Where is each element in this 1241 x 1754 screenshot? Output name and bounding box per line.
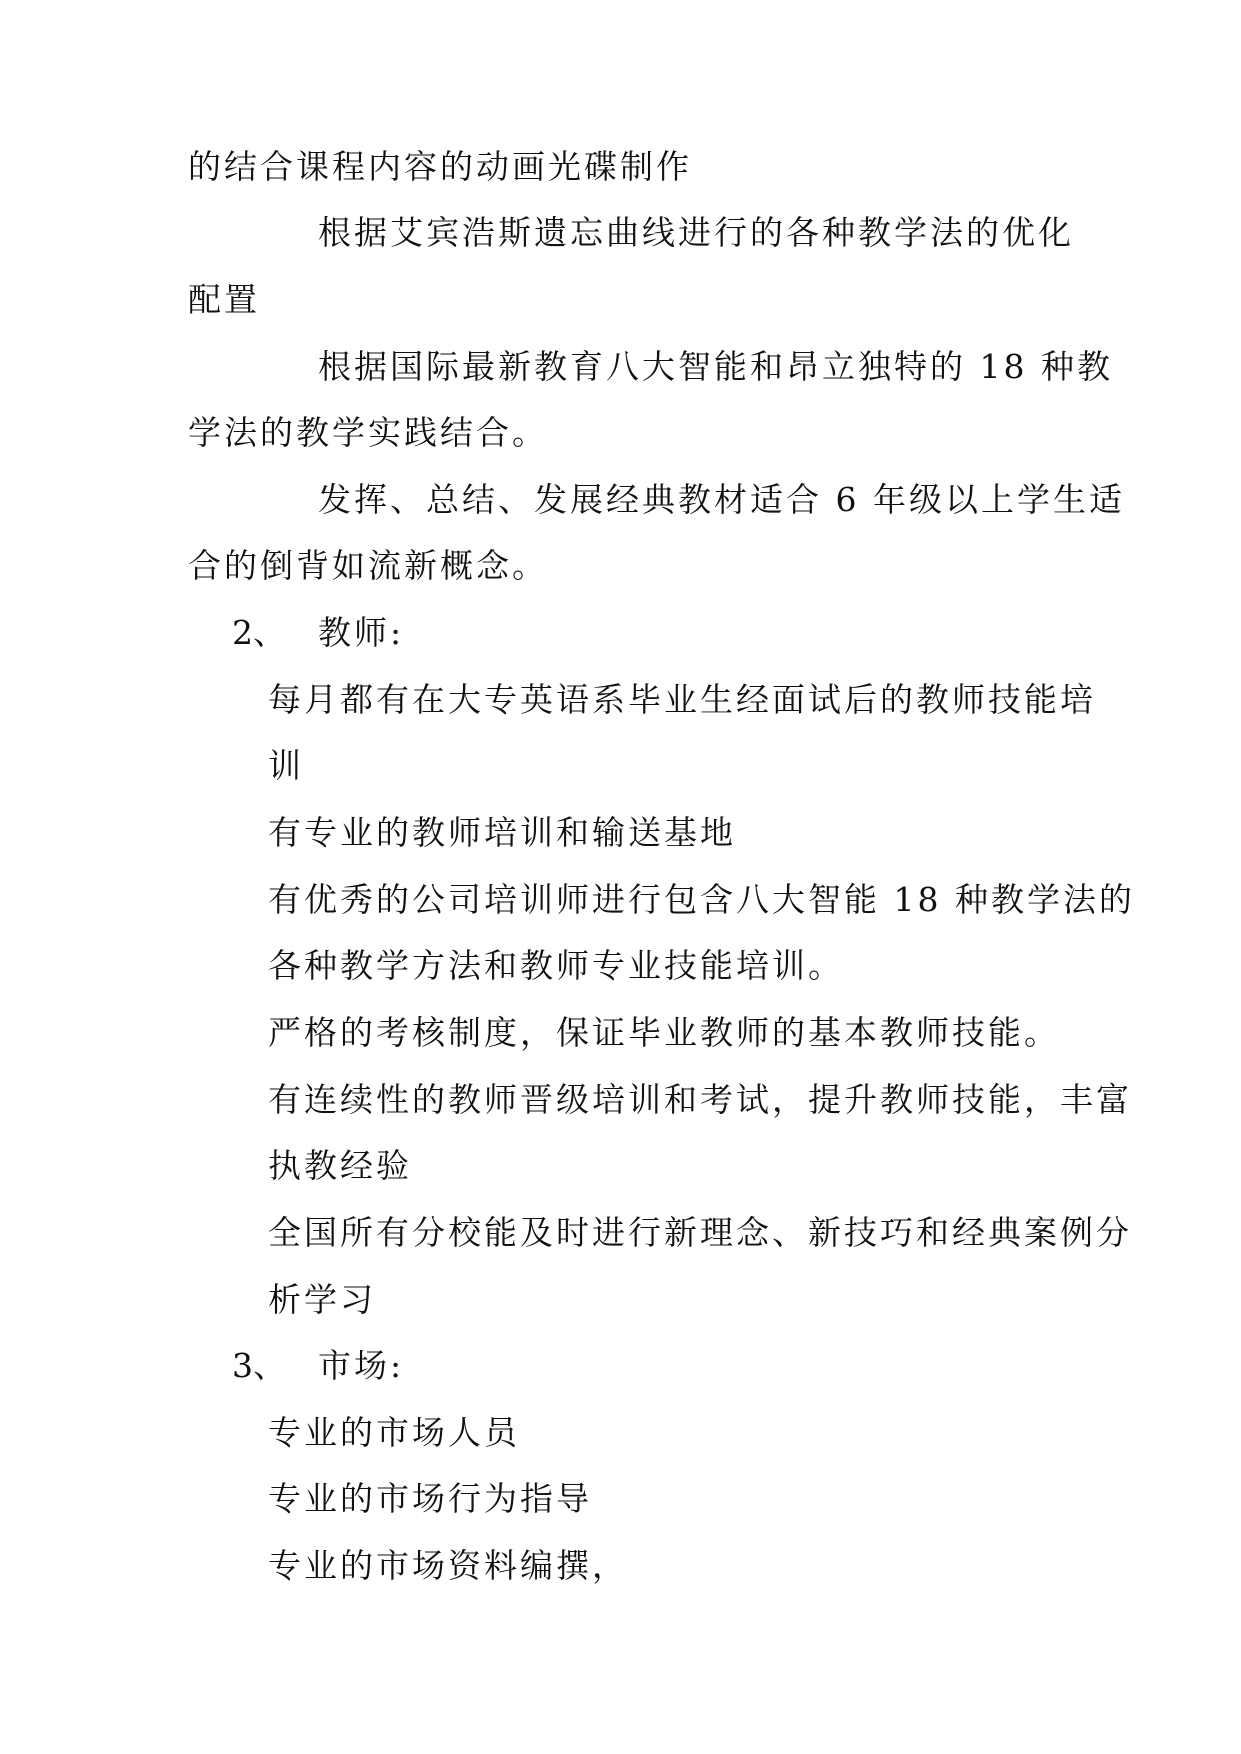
list-item: 严格的考核制度，保证毕业教师的基本教师技能。 bbox=[268, 1013, 1060, 1052]
section-number: 3、 bbox=[232, 1346, 286, 1385]
list-item: 执教经验 bbox=[268, 1146, 412, 1185]
list-item: 有专业的教师培训和输送基地 bbox=[268, 813, 736, 852]
list-item: 专业的市场人员 bbox=[268, 1413, 520, 1452]
paragraph-line: 合的倒背如流新概念。 bbox=[188, 546, 548, 585]
paragraph-line: 配置 bbox=[188, 280, 260, 319]
list-item: 专业的市场行为指导 bbox=[268, 1479, 592, 1518]
section-heading: 市场: bbox=[318, 1346, 405, 1385]
list-item: 每月都有在大专英语系毕业生经面试后的教师技能培 bbox=[268, 680, 1096, 719]
paragraph-line: 学法的教学实践结合。 bbox=[188, 413, 548, 452]
list-item: 各种教学方法和教师专业技能培训。 bbox=[268, 946, 844, 985]
list-item: 析学习 bbox=[268, 1280, 376, 1319]
section-heading: 教师: bbox=[318, 613, 405, 652]
text-line: 的结合课程内容的动画光碟制作 bbox=[188, 147, 692, 186]
list-item: 有连续性的教师晋级培训和考试，提升教师技能，丰富 bbox=[268, 1080, 1132, 1119]
list-item: 训 bbox=[268, 746, 304, 785]
paragraph-line: 根据国际最新教育八大智能和昂立独特的 18 种教 bbox=[318, 347, 1113, 386]
paragraph-line: 根据艾宾浩斯遗忘曲线进行的各种教学法的优化 bbox=[318, 213, 1074, 252]
section-number: 2、 bbox=[232, 613, 286, 652]
list-item: 全国所有分校能及时进行新理念、新技巧和经典案例分 bbox=[268, 1213, 1132, 1252]
list-item: 有优秀的公司培训师进行包含八大智能 18 种教学法的 bbox=[268, 880, 1135, 919]
list-item: 专业的市场资料编撰， bbox=[268, 1546, 628, 1585]
paragraph-line: 发挥、总结、发展经典教材适合 6 年级以上学生适 bbox=[318, 480, 1125, 519]
